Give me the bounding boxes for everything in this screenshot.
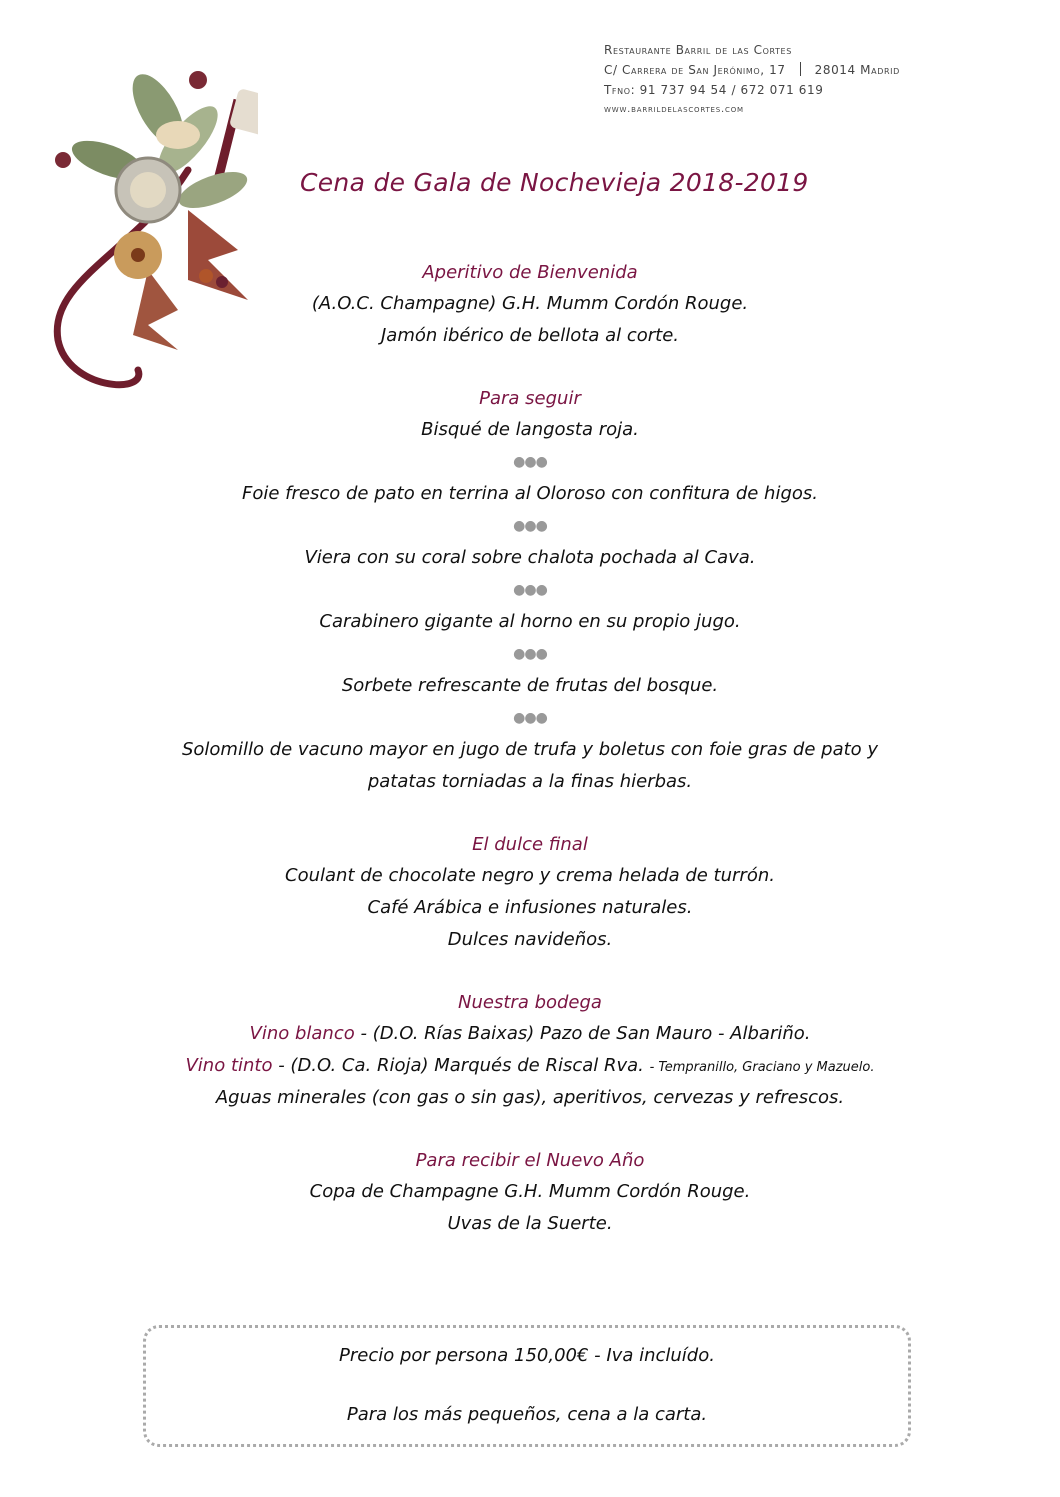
restaurant-header — [604, 40, 1044, 120]
menu-item: Foie fresco de pato en terrina al Oloroso con confitura de higos. — [242, 483, 818, 504]
wine-red-label: Vino tinto — [185, 1055, 273, 1076]
kids-note: Para los más pequeños, cena a la carta. — [346, 1404, 708, 1425]
separator-dots: ●●● — [513, 454, 547, 470]
divider — [800, 62, 801, 76]
wine-white-label: Vino blanco — [249, 1023, 355, 1044]
section-heading-aperitivo: Aperitivo de Bienvenida — [422, 262, 638, 283]
menu-item: Jamón ibérico de bellota al corte. — [380, 325, 679, 346]
restaurant-city: 28014 Madrid — [814, 63, 900, 77]
menu-item: Bisqué de langosta roja. — [421, 419, 639, 440]
menu-item: Sorbete refrescante de frutas del bosque. — [341, 675, 719, 696]
separator-dots: ●●● — [513, 710, 547, 726]
restaurant-phone: Tfno: 91 737 94 54 / 672 071 619 — [604, 83, 824, 97]
menu-body — [130, 258, 930, 1240]
section-heading-dulce: El dulce final — [472, 834, 588, 855]
section-heading-nuevo: Para recibir el Nuevo Año — [415, 1150, 645, 1171]
menu-item: Café Arábica e infusiones naturales. — [367, 897, 693, 918]
menu-title: Cena de Gala de Nochevieja 2018-2019 — [300, 168, 809, 197]
restaurant-name: Restaurante Barril de las Cortes — [604, 43, 792, 57]
menu-item: Carabinero gigante al horno en su propio jugo. — [319, 611, 741, 632]
menu-item: patatas torniadas a la finas hierbas. — [367, 771, 693, 792]
wine-white — [130, 1018, 930, 1050]
section-heading-bodega: Nuestra bodega — [458, 992, 602, 1013]
price-text: Precio por persona 150,00€ - Iva incluído. — [339, 1345, 715, 1366]
menu-item: Coulant de chocolate negro y crema helada de turrón. — [285, 865, 775, 886]
wine-red — [130, 1050, 930, 1082]
menu-item: Viera con su coral sobre chalota pochada al Cava. — [304, 547, 756, 568]
menu-item: Aguas minerales (con gas o sin gas), aperitivos, cervezas y refrescos. — [215, 1087, 845, 1108]
section-heading-seguir: Para seguir — [479, 388, 581, 409]
menu-item: Uvas de la Suerte. — [447, 1213, 613, 1234]
menu-item: Solomillo de vacuno mayor en jugo de trufa y boletus con foie gras de pato y — [181, 739, 879, 760]
separator-dots: ●●● — [513, 646, 547, 662]
restaurant-address: C/ Carrera de San Jerónimo, 17 — [604, 63, 786, 77]
wine-red-text: - (D.O. Ca. Rioja) Marqués de Riscal Rva. — [272, 1055, 650, 1076]
wine-white-text: - (D.O. Rías Baixas) Pazo de San Mauro - Albariño. — [354, 1023, 811, 1044]
price-box — [143, 1325, 911, 1447]
wine-red-note: - Tempranillo, Graciano y Mazuelo. — [649, 1060, 875, 1075]
restaurant-address-line — [604, 60, 1044, 80]
menu-item: Dulces navideños. — [447, 929, 613, 950]
restaurant-website[interactable]: www.barrildelascortes.com — [604, 104, 744, 115]
separator-dots: ●●● — [513, 582, 547, 598]
menu-item: (A.O.C. Champagne) G.H. Mumm Cordón Rouge. — [311, 293, 749, 314]
menu-item: Copa de Champagne G.H. Mumm Cordón Rouge. — [309, 1181, 751, 1202]
separator-dots: ●●● — [513, 518, 547, 534]
